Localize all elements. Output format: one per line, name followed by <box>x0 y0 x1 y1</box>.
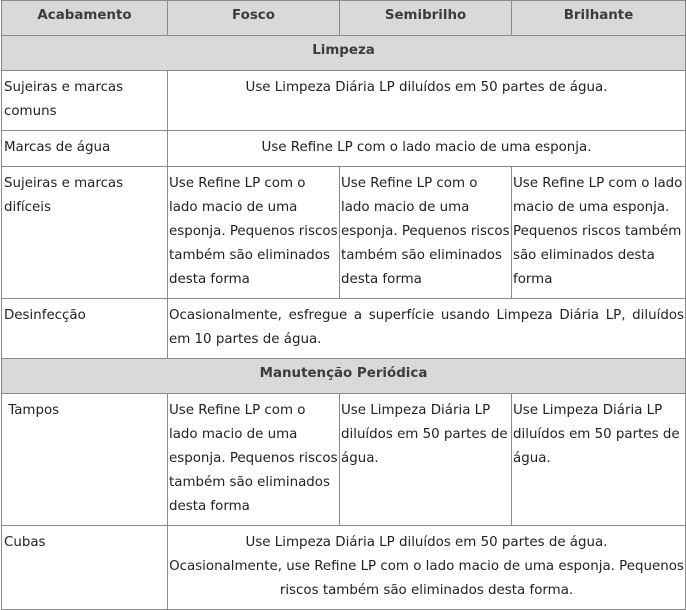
cell-marcas-agua: Use Refine LP com o lado macio de uma esponja. <box>168 131 686 167</box>
table-row <box>2 394 686 526</box>
row-label-desinfeccao: Desinfecção <box>2 299 168 359</box>
header-row <box>2 1 686 36</box>
cell-desinfeccao: Ocasionalmente, esfregue a superfície usando Limpeza Diária LP, diluídos em 10 partes de água. <box>168 299 686 359</box>
table-row <box>2 526 686 610</box>
header-brilhante: Brilhante <box>512 1 686 36</box>
table-row <box>2 299 686 359</box>
header-acabamento: Acabamento <box>2 1 168 36</box>
cell-sujeiras-dificeis-fosco: Use Refine LP com o lado macio de uma esponja. Pequenos riscos também são eliminados desta forma <box>168 167 340 299</box>
row-label-tampos: Tampos <box>2 394 168 526</box>
cubas-line-1: Use Limpeza Diária LP diluídos em 50 partes de água. <box>245 535 608 550</box>
header-semibrilho: Semibrilho <box>340 1 512 36</box>
table-row <box>2 167 686 299</box>
row-label-sujeiras-dificeis: Sujeiras e marcas difíceis <box>2 167 168 299</box>
cleaning-table <box>1 0 686 610</box>
section-manutencao: Manutenção Periódica <box>2 359 686 394</box>
cell-sujeiras-dificeis-brilhante: Use Refine LP com o lado macio de uma esponja. Pequenos riscos também são eliminados desta forma <box>512 167 686 299</box>
table-row <box>2 131 686 167</box>
header-fosco: Fosco <box>168 1 340 36</box>
cell-tampos-semibrilho: Use Limpeza Diária LP diluídos em 50 partes de água. <box>340 394 512 526</box>
section-limpeza: Limpeza <box>2 36 686 71</box>
row-label-cubas: Cubas <box>2 526 168 610</box>
cell-tampos-fosco: Use Refine LP com o lado macio de uma esponja. Pequenos riscos também são eliminados desta forma <box>168 394 340 526</box>
row-label-sujeiras-comuns: Sujeiras e marcas comuns <box>2 71 168 131</box>
cell-tampos-brilhante: Use Limpeza Diária LP diluídos em 50 partes de água. <box>512 394 686 526</box>
table-row <box>2 71 686 131</box>
cell-cubas <box>168 526 686 610</box>
section-manutencao-row <box>2 359 686 394</box>
row-label-marcas-agua: Marcas de água <box>2 131 168 167</box>
cell-sujeiras-comuns: Use Limpeza Diária LP diluídos em 50 partes de água. <box>168 71 686 131</box>
cell-sujeiras-dificeis-semibrilho: Use Refine LP com o lado macio de uma esponja. Pequenos riscos também são eliminados desta forma <box>340 167 512 299</box>
section-limpeza-row <box>2 36 686 71</box>
cubas-line-2: Ocasionalmente, use Refine LP com o lado macio de uma esponja. Pequenos riscos também são eliminados desta forma. <box>169 559 684 598</box>
